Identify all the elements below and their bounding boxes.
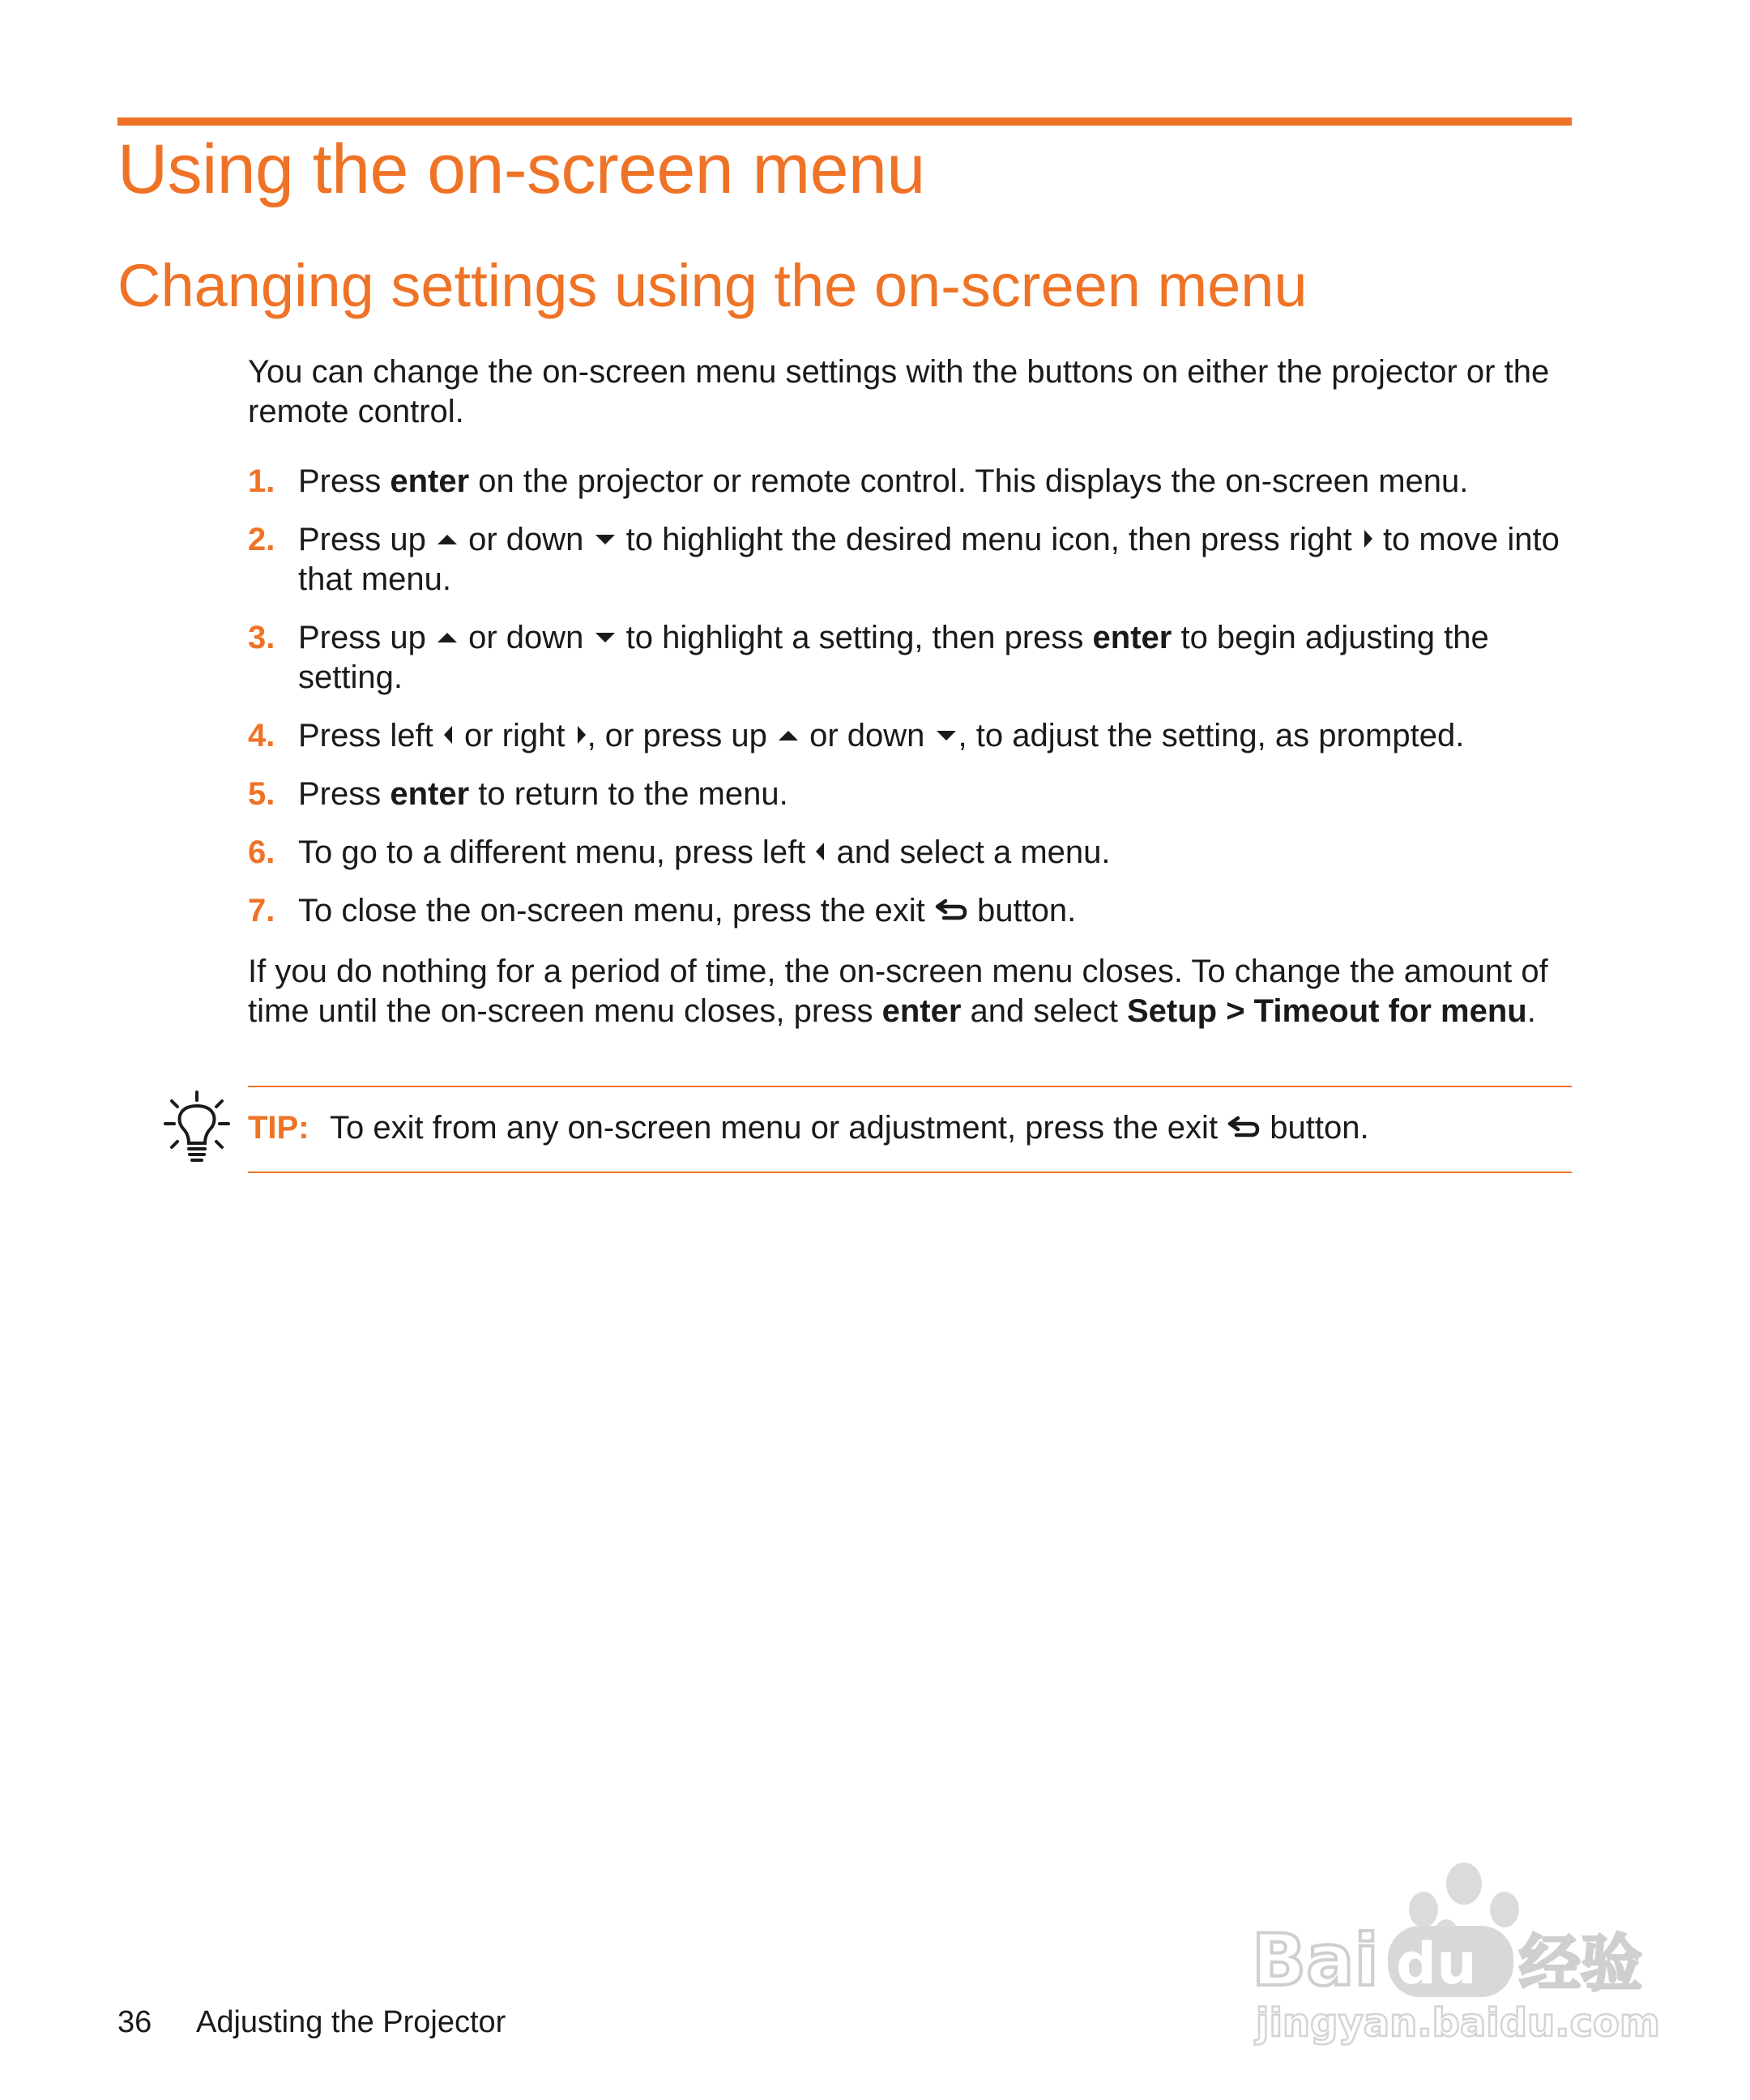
step-text: or right <box>455 718 574 753</box>
triangle-up-icon <box>435 629 459 645</box>
closing-paragraph <box>248 952 1577 1031</box>
closing-text: . <box>1526 993 1536 1029</box>
step-number: 2. <box>248 522 275 557</box>
tip-text <box>330 1108 1369 1148</box>
step-text: to highlight the desired menu icon, then press right <box>617 522 1361 557</box>
steps-list <box>248 462 1577 950</box>
triangle-up-icon <box>776 727 800 743</box>
step-number: 6. <box>248 834 275 870</box>
triangle-down-icon <box>593 629 617 645</box>
step-text: or down <box>800 718 934 753</box>
step-text: Press up <box>298 522 435 557</box>
step-text: Press <box>298 463 391 499</box>
header-rule <box>117 117 1572 126</box>
svg-text:du: du <box>1396 1931 1477 1997</box>
footer-section-name: Adjusting the Projector <box>196 2005 506 2039</box>
step-text: Press <box>298 776 391 812</box>
intro-paragraph: You can change the on-screen menu settings with the buttons on either the projector or the remote control. <box>248 354 1550 429</box>
list-item <box>248 618 1577 698</box>
step-number: 4. <box>248 718 275 753</box>
step-number: 1. <box>248 463 275 499</box>
step-text: or down <box>459 620 593 655</box>
tip-text-part: To exit from any on-screen menu or adjustment, press the exit <box>330 1110 1227 1146</box>
triangle-right-icon <box>1361 527 1374 551</box>
tip-bottom-rule <box>248 1172 1572 1173</box>
step-text: , or press up <box>587 718 776 753</box>
step-text: to begin adjusting the setting. <box>298 620 1489 695</box>
closing-text: If you do nothing for a period of time, the on-screen menu closes. To change the amount of time until the on-screen menu closes, press <box>248 954 1548 1029</box>
enter-key-label: enter <box>881 993 962 1029</box>
list-item <box>248 775 1577 814</box>
tip-text-part: button. <box>1261 1110 1369 1146</box>
step-text: Press left <box>298 718 442 753</box>
list-item <box>248 891 1577 931</box>
triangle-down-icon <box>593 531 617 547</box>
step-number: 7. <box>248 893 275 928</box>
triangle-right-icon <box>574 723 587 747</box>
enter-key-label: enter <box>390 463 470 499</box>
step-text: to return to the menu. <box>469 776 788 812</box>
step-text: To close the on-screen menu, press the exit <box>298 893 934 928</box>
step-number: 3. <box>248 620 275 655</box>
section-heading: Changing settings using the on-screen menu <box>117 252 1308 319</box>
step-text: to move into that menu. <box>298 522 1560 597</box>
list-item <box>248 462 1577 502</box>
list-item <box>248 833 1577 873</box>
step-text: to highlight a setting, then press <box>617 620 1093 655</box>
step-text: To go to a different menu, press left <box>298 834 815 870</box>
svg-text:jingyan.baidu.com: jingyan.baidu.com <box>1256 2000 1660 2046</box>
step-text: on the projector or remote control. This displays the on-screen menu. <box>469 463 1469 499</box>
closing-text: and select <box>961 993 1127 1029</box>
chapter-heading: Using the on-screen menu <box>117 130 925 208</box>
step-text: button. <box>967 893 1077 928</box>
baidu-watermark-logo <box>1252 1851 1673 2046</box>
exit-arrow-icon <box>934 898 968 922</box>
menu-path: Setup > Timeout for menu <box>1126 993 1527 1029</box>
tip-label: TIP: <box>248 1110 309 1146</box>
tip-top-rule <box>248 1086 1572 1087</box>
triangle-left-icon <box>442 723 455 747</box>
lightbulb-icon <box>162 1090 232 1167</box>
step-text: , to adjust the setting, as prompted. <box>958 718 1465 753</box>
step-text: and select a menu. <box>827 834 1111 870</box>
step-number: 5. <box>248 776 275 812</box>
enter-key-label: enter <box>390 776 470 812</box>
svg-text:经验: 经验 <box>1519 1927 1642 2000</box>
enter-key-label: enter <box>1092 620 1172 655</box>
step-text: Press up <box>298 620 435 655</box>
triangle-left-icon <box>814 839 827 864</box>
exit-arrow-icon <box>1227 1115 1261 1139</box>
svg-text:Bai: Bai <box>1252 1919 1379 2002</box>
list-item <box>248 716 1577 756</box>
triangle-down-icon <box>934 727 958 743</box>
triangle-up-icon <box>435 531 459 547</box>
list-item <box>248 520 1577 600</box>
page-number: 36 <box>117 2005 152 2039</box>
step-text: or down <box>459 522 593 557</box>
